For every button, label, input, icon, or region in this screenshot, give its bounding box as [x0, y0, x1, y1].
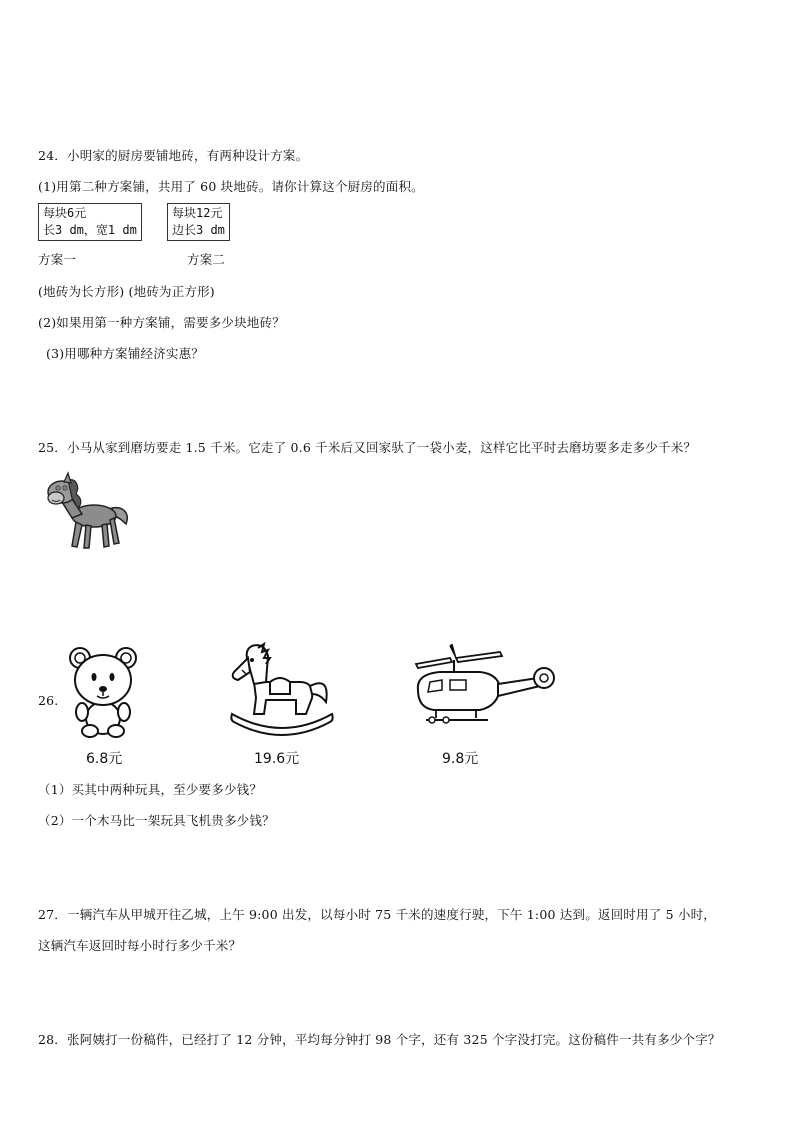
pony-illustration: [42, 470, 132, 552]
rocking-horse-illustration: [226, 642, 338, 740]
plan2-size: 边长3 dm: [172, 223, 225, 237]
q28-text: 28．张阿姨打一份稿件，已经打了 12 分钟，平均每分钟打 98 个字，还有 325 个字没打完。这份稿件一共有多少个字？: [38, 1032, 721, 1047]
q24-part1: (1)用第二种方案铺，共用了 60 块地砖。请你计算这个厨房的面积。: [38, 179, 424, 194]
q24-part2: (2)如果用第一种方案铺，需要多少块地砖？: [38, 315, 285, 330]
helicopter-price: 9.8元: [442, 751, 479, 767]
plan1-size: 长3 dm，宽1 dm: [43, 223, 137, 237]
plan1-box: [38, 203, 142, 241]
q27-line2: 这辆汽车返回时每小时行多少千米？: [38, 938, 242, 953]
tile-shape-note: (地砖为长方形) (地砖为正方形): [38, 284, 215, 299]
plan1-price: 每块6元: [43, 206, 87, 220]
rocking-horse-price: 19.6元: [254, 751, 300, 767]
helicopter-illustration: [406, 644, 558, 726]
plan1-label: 方案一: [38, 252, 77, 267]
q24-part3: (3)用哪种方案铺经济实惠？: [46, 346, 205, 361]
q27-line1: 27．一辆汽车从甲城开往乙城，上午 9:00 出发，以每小时 75 千米的速度行驶，下午 1:00 达到。返回时用了 5 小时，: [38, 907, 716, 922]
plan2-label: 方案二: [187, 252, 226, 267]
plan2-price: 每块12元: [172, 206, 223, 220]
q26-part2: （2）一个木马比一架玩具飞机贵多少钱？: [38, 813, 275, 828]
teddy-bear-illustration: [64, 644, 144, 740]
bear-price: 6.8元: [86, 751, 123, 767]
q24-title: 24．小明家的厨房要铺地砖，有两种设计方案。: [38, 148, 309, 163]
q25-text: 25．小马从家到磨坊要走 1.5 千米。它走了 0.6 千米后又回家驮了一袋小麦，这样它比平时去磨坊要多走多少千米？: [38, 440, 697, 455]
plan2-box: [167, 203, 230, 241]
q26-number: 26.: [38, 693, 59, 708]
q26-part1: （1）买其中两种玩具，至少要多少钱？: [38, 782, 263, 797]
